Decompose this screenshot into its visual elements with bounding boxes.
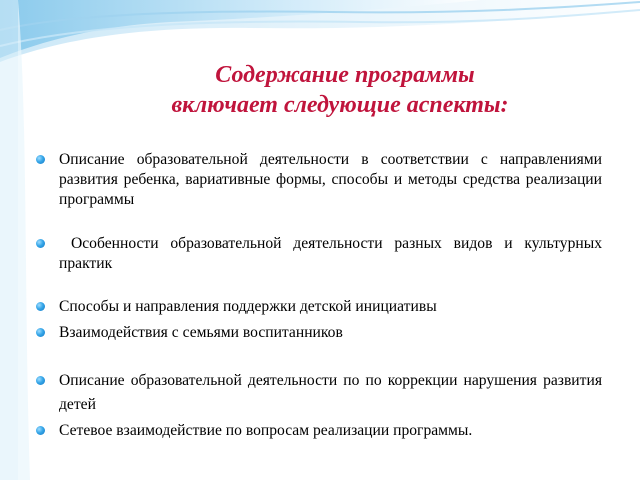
list-item-text: Описание образовательной деятельности в соответствии с направлениями развития ребенка, вариативные формы, способы и методы средства реализации программы <box>59 151 602 208</box>
bullet-icon <box>36 426 45 435</box>
slide-title <box>0 60 640 120</box>
list-item-text: Сетевое взаимодействие по вопросам реализации программы. <box>59 422 473 439</box>
bullet-icon <box>36 328 45 337</box>
list-item-text: Способы и направления поддержки детской инициативы <box>59 298 437 315</box>
bullet-icon <box>36 302 45 311</box>
bullet-icon <box>36 376 45 385</box>
bullet-icon <box>36 239 45 248</box>
list-item-text: Особенности образовательной деятельности разных видов и культурных практик <box>59 235 602 272</box>
title-line-2: включает следующие аспекты: <box>171 92 509 118</box>
list-item-text: Описание образовательной деятельности по по коррекции нарушения развития детей <box>59 372 602 413</box>
bullet-icon <box>36 155 45 164</box>
list-item-text: Взаимодействия с семьями воспитанников <box>59 324 343 341</box>
title-line-1: Содержание программы <box>215 62 475 88</box>
